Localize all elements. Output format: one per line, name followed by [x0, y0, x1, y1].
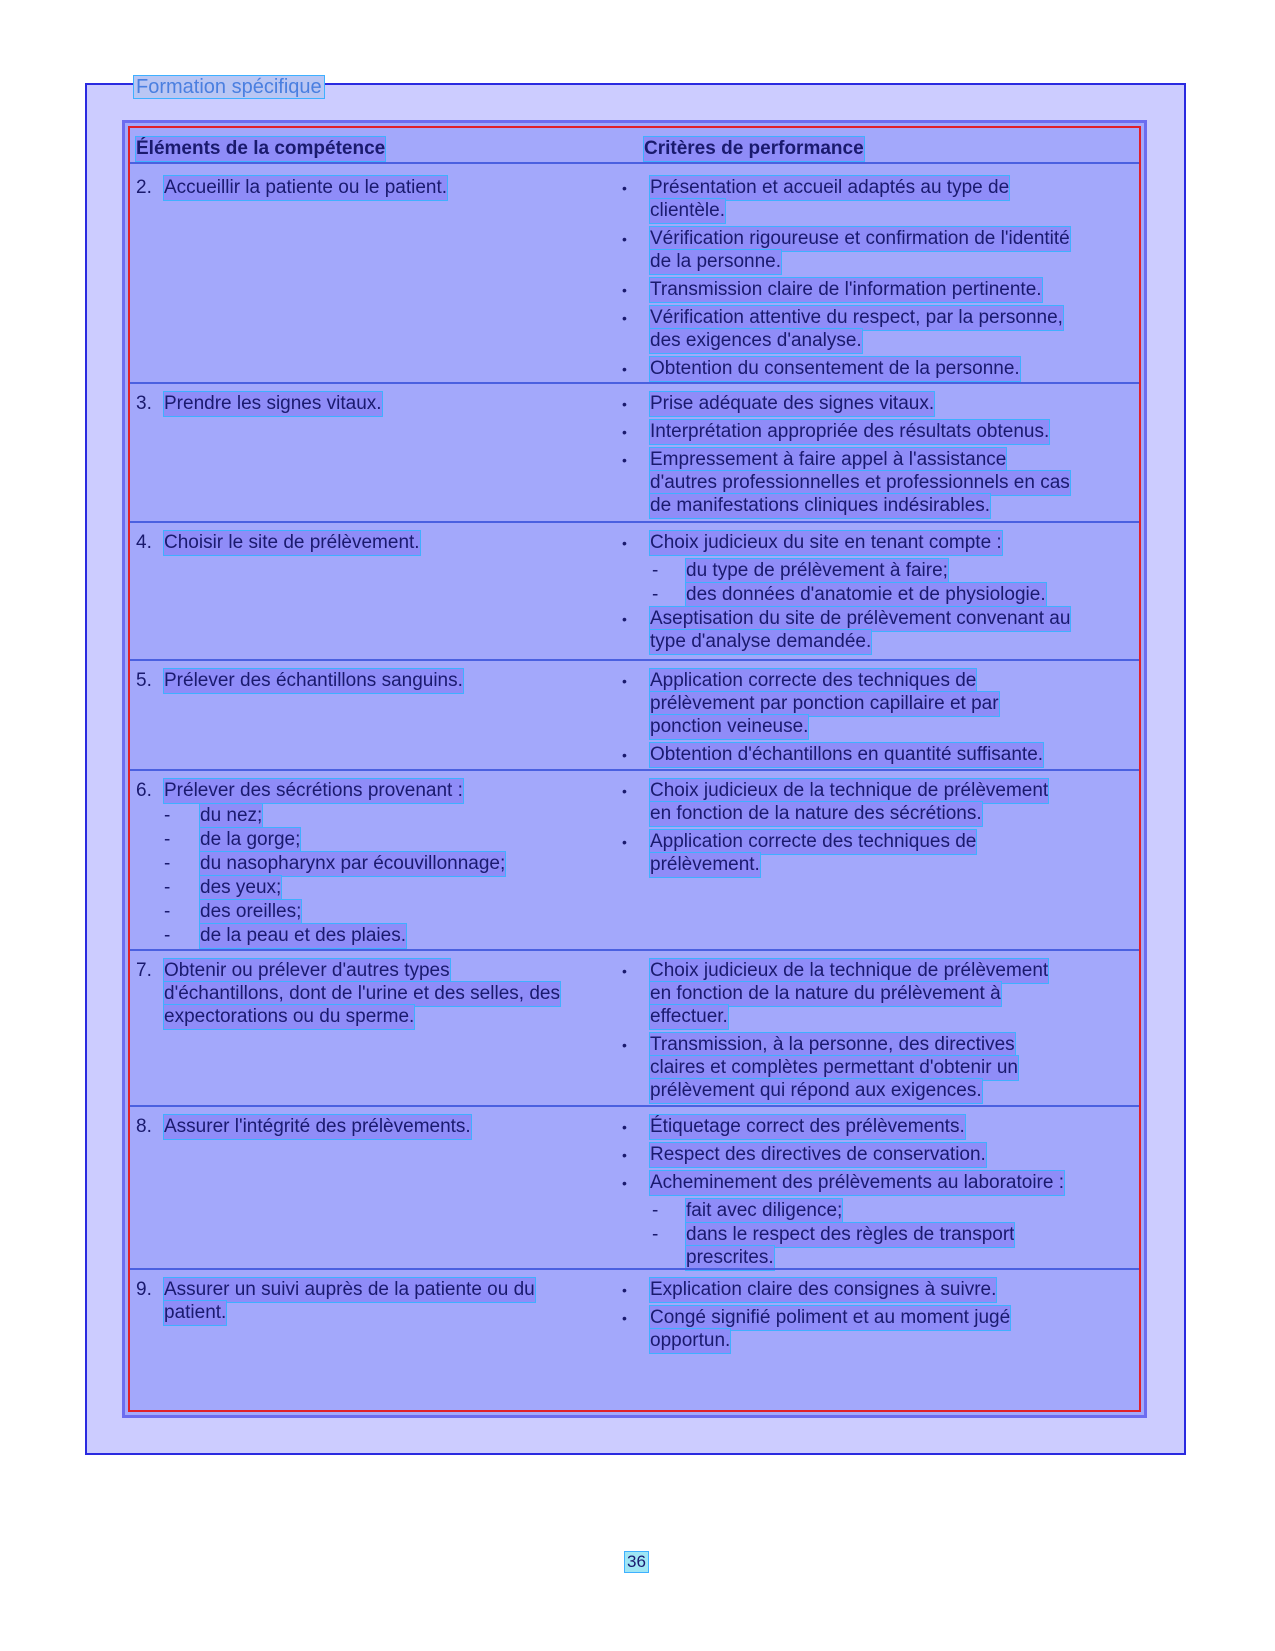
element-number: 3. — [136, 393, 152, 414]
element-subitem: des oreilles; — [200, 901, 302, 922]
criterion-text: Interprétation appropriée des résultats obtenus. — [650, 421, 1050, 442]
bullet-marker: • — [622, 1310, 627, 1326]
criterion-text: Acheminement des prélèvements au laboratoire : — [650, 1172, 1065, 1193]
page-number: 36 — [627, 1552, 646, 1571]
bullet-marker: • — [622, 834, 627, 850]
table-border — [128, 126, 1141, 1412]
bullet-marker: • — [622, 424, 627, 440]
criterion-text: Choix judicieux de la technique de prélèvement — [650, 960, 1049, 981]
bullet-marker: • — [622, 231, 627, 247]
element-text: d'échantillons, dont de l'urine et des selles, des — [164, 983, 560, 1004]
criterion-text: Prise adéquate des signes vitaux. — [650, 393, 935, 414]
element-text: Obtenir ou prélever d'autres types — [164, 960, 450, 981]
bullet-marker: • — [622, 963, 627, 979]
criterion-text: prélèvement par ponction capillaire et par — [650, 693, 999, 714]
element-text: Accueillir la patiente ou le patient. — [164, 177, 448, 198]
bullet-marker: • — [622, 282, 627, 298]
row-divider — [130, 1268, 1139, 1270]
element-text: Prélever des échantillons sanguins. — [164, 670, 463, 691]
bullet-marker: • — [622, 783, 627, 799]
header-elements: Éléments de la compétence — [136, 138, 386, 159]
element-subitem: du nasopharynx par écouvillonnage; — [200, 853, 506, 874]
criterion-subitem: des données d'anatomie et de physiologie. — [686, 584, 1046, 605]
dash-marker: - — [652, 1224, 659, 1245]
header-divider — [130, 162, 1139, 164]
criterion-text: Empressement à faire appel à l'assistance — [650, 449, 1007, 470]
element-number: 4. — [136, 532, 152, 553]
bullet-marker: • — [622, 310, 627, 326]
criterion-text: opportun. — [650, 1330, 731, 1351]
row-divider — [130, 949, 1139, 951]
criterion-subitem: prescrites. — [686, 1247, 774, 1268]
criterion-text: en fonction de la nature du prélèvement à — [650, 983, 1001, 1004]
criterion-text: Obtention d'échantillons en quantité suffisante. — [650, 744, 1044, 765]
element-subitem: de la peau et des plaies. — [200, 925, 406, 946]
bullet-marker: • — [622, 452, 627, 468]
criterion-text: Vérification rigoureuse et confirmation de l'identité — [650, 228, 1070, 249]
element-number: 5. — [136, 670, 152, 691]
criterion-text: type d'analyse demandée. — [650, 631, 872, 652]
bullet-marker: • — [622, 747, 627, 763]
criterion-text: de manifestations cliniques indésirables. — [650, 495, 991, 516]
element-subitem: de la gorge; — [200, 829, 301, 850]
criterion-text: en fonction de la nature des sécrétions. — [650, 803, 982, 824]
bullet-marker: • — [622, 1282, 627, 1298]
criterion-text: clientèle. — [650, 200, 725, 221]
element-number: 8. — [136, 1116, 152, 1137]
dash-marker: - — [164, 925, 171, 946]
element-text: Prendre les signes vitaux. — [164, 393, 382, 414]
criterion-text: des exigences d'analyse. — [650, 330, 862, 351]
criterion-text: effectuer. — [650, 1006, 728, 1027]
criterion-subitem: dans le respect des règles de transport — [686, 1224, 1015, 1245]
dash-marker: - — [164, 805, 171, 826]
element-text: patient. — [164, 1302, 227, 1323]
element-subitem: du nez; — [200, 805, 263, 826]
bullet-marker: • — [622, 535, 627, 551]
dash-marker: - — [652, 1200, 659, 1221]
criterion-text: Explication claire des consignes à suivre. — [650, 1279, 997, 1300]
element-number: 7. — [136, 960, 152, 981]
bullet-marker: • — [622, 1175, 627, 1191]
element-subitem: des yeux; — [200, 877, 282, 898]
dash-marker: - — [164, 901, 171, 922]
row-divider — [130, 1105, 1139, 1107]
criterion-text: Choix judicieux de la technique de prélèvement — [650, 780, 1049, 801]
row-divider — [130, 659, 1139, 661]
criterion-text: Obtention du consentement de la personne. — [650, 358, 1020, 379]
criterion-text: prélèvement. — [650, 854, 760, 875]
criterion-text: Respect des directives de conservation. — [650, 1144, 986, 1165]
dash-marker: - — [652, 584, 659, 605]
element-text: Assurer un suivi auprès de la patiente ou du — [164, 1279, 535, 1300]
element-text: expectorations ou du sperme. — [164, 1006, 415, 1027]
criterion-text: Transmission, à la personne, des directives — [650, 1034, 1015, 1055]
bullet-marker: • — [622, 1119, 627, 1135]
criterion-text: Congé signifié poliment et au moment jugé — [650, 1307, 1011, 1328]
criterion-text: Application correcte des techniques de — [650, 670, 977, 691]
bullet-marker: • — [622, 396, 627, 412]
dash-marker: - — [164, 853, 171, 874]
criterion-text: Transmission claire de l'information pertinente. — [650, 279, 1042, 300]
criterion-text: d'autres professionnelles et professionnels en cas — [650, 472, 1070, 493]
dash-marker: - — [164, 877, 171, 898]
criterion-text: Choix judicieux du site en tenant compte : — [650, 532, 1002, 553]
criterion-text: Étiquetage correct des prélèvements. — [650, 1116, 965, 1137]
criterion-text: Aseptisation du site de prélèvement convenant au — [650, 608, 1071, 629]
criterion-text: Application correcte des techniques de — [650, 831, 977, 852]
element-text: Assurer l'intégrité des prélèvements. — [164, 1116, 471, 1137]
criterion-subitem: du type de prélèvement à faire; — [686, 560, 948, 581]
bullet-marker: • — [622, 611, 627, 627]
row-divider — [130, 521, 1139, 523]
element-number: 2. — [136, 177, 152, 198]
criterion-subitem: fait avec diligence; — [686, 1200, 843, 1221]
row-divider — [130, 769, 1139, 771]
element-number: 9. — [136, 1279, 152, 1300]
criterion-text: de la personne. — [650, 251, 781, 272]
competence-table — [122, 120, 1147, 1418]
row-divider — [130, 382, 1139, 384]
criterion-text: Présentation et accueil adaptés au type de — [650, 177, 1010, 198]
element-number: 6. — [136, 780, 152, 801]
criterion-text: prélèvement qui répond aux exigences. — [650, 1080, 982, 1101]
dash-marker: - — [164, 829, 171, 850]
header-criteria: Critères de performance — [644, 138, 864, 159]
criterion-text: ponction veineuse. — [650, 716, 809, 737]
bullet-marker: • — [622, 180, 627, 196]
dash-marker: - — [652, 560, 659, 581]
bullet-marker: • — [622, 1147, 627, 1163]
criterion-text: claires et complètes permettant d'obtenir un — [650, 1057, 1018, 1078]
section-title: Formation spécifique — [136, 76, 322, 98]
element-text: Choisir le site de prélèvement. — [164, 532, 420, 553]
bullet-marker: • — [622, 361, 627, 377]
bullet-marker: • — [622, 673, 627, 689]
bullet-marker: • — [622, 1037, 627, 1053]
element-text: Prélever des sécrétions provenant : — [164, 780, 463, 801]
criterion-text: Vérification attentive du respect, par la personne, — [650, 307, 1063, 328]
